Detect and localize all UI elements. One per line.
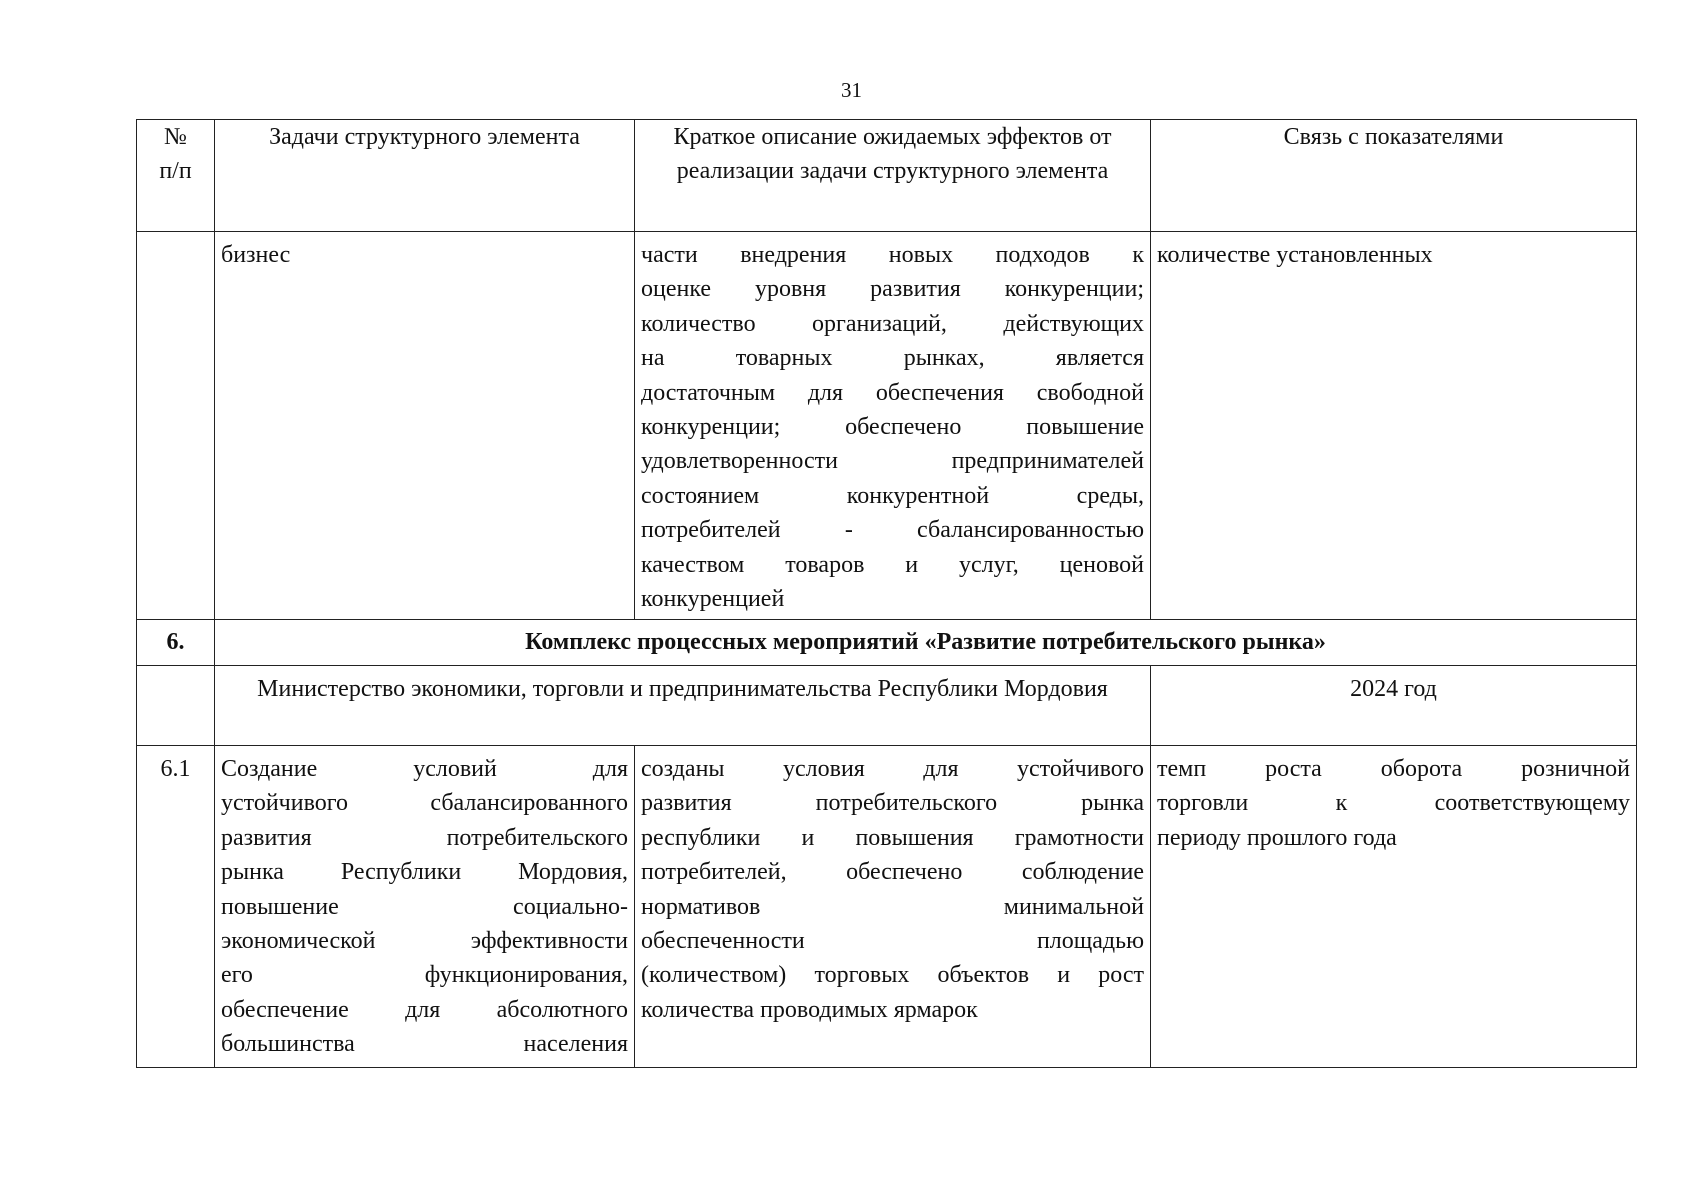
responsible-row bbox=[137, 666, 1637, 746]
cell-effects bbox=[635, 746, 1151, 1068]
text-line: конкуренции; обеспечено повышение bbox=[641, 414, 1144, 441]
cell-number bbox=[137, 232, 215, 620]
text-line: количества проводимых ярмарок bbox=[641, 996, 978, 1023]
header-tasks: Задачи структурного элемента bbox=[215, 120, 635, 232]
text-line: оценке уровня развития конкуренции; bbox=[641, 276, 1144, 303]
cell-task: бизнес bbox=[215, 232, 635, 620]
text-line: созданы условия для устойчивого bbox=[641, 756, 1144, 782]
text-line: состоянием конкурентной среды, bbox=[641, 482, 1144, 509]
text-line: рынка Республики Мордовия, bbox=[221, 859, 628, 886]
text-line: республики и повышения грамотности bbox=[641, 824, 1144, 851]
text-line: потребителей - сбалансированностью bbox=[641, 517, 1144, 544]
text-line: достаточным для обеспечения свободной bbox=[641, 379, 1144, 406]
cell-effects bbox=[635, 232, 1151, 620]
text-line: нормативов минимальной bbox=[641, 893, 1144, 920]
text-line: (количеством) торговых объектов и рост bbox=[641, 962, 1144, 989]
text-line: количество организаций, действующих bbox=[641, 310, 1144, 337]
table-header-row bbox=[137, 120, 1637, 232]
section-row bbox=[137, 620, 1637, 666]
text-line: потребителей, обеспечено соблюдение bbox=[641, 859, 1144, 886]
measures-table bbox=[136, 119, 1637, 1068]
header-number: № п/п bbox=[137, 120, 215, 232]
text-line: части внедрения новых подходов к bbox=[641, 242, 1144, 268]
text-line: развития потребительского рынка bbox=[641, 790, 1144, 817]
table-row-continued bbox=[137, 232, 1637, 620]
text-line: темп роста оборота розничной bbox=[1157, 756, 1630, 782]
text-line: на товарных рынках, является bbox=[641, 345, 1144, 372]
cell-number bbox=[137, 666, 215, 746]
page-number: 31 bbox=[841, 78, 862, 102]
text-line: удовлетворенности предпринимателей bbox=[641, 448, 1144, 475]
text-line: повышение социально- bbox=[221, 893, 628, 920]
text-line: обеспечение для абсолютного bbox=[221, 996, 628, 1023]
text-line: большинства населения bbox=[221, 1031, 628, 1058]
responsible-ministry: Министерство экономики, торговли и предпринимательства Республики Мордовия bbox=[215, 666, 1151, 746]
header-effects: Краткое описание ожидаемых эффектов от реализации задачи структурного элемента bbox=[635, 120, 1151, 232]
responsible-year: 2024 год bbox=[1151, 666, 1637, 746]
section-title: Комплекс процессных мероприятий «Развитие потребительского рынка» bbox=[215, 620, 1637, 666]
cell-indicator bbox=[1151, 746, 1637, 1068]
text-line: обеспеченности площадью bbox=[641, 928, 1144, 955]
text-line: устойчивого сбалансированного bbox=[221, 790, 628, 817]
cell-indicator: количестве установленных bbox=[1151, 232, 1637, 620]
text-line: экономической эффективности bbox=[221, 928, 628, 955]
text-line: развития потребительского bbox=[221, 824, 628, 851]
text-line: конкуренцией bbox=[641, 586, 785, 613]
cell-task bbox=[215, 746, 635, 1068]
table-row-6-1 bbox=[137, 746, 1637, 1068]
text-line: торговли к соответствующему bbox=[1157, 790, 1630, 817]
text-line: его функционирования, bbox=[221, 962, 628, 989]
text-line: периоду прошлого года bbox=[1157, 824, 1397, 851]
text-line: качеством товаров и услуг, ценовой bbox=[641, 551, 1144, 578]
section-number: 6. bbox=[137, 620, 215, 666]
header-indicators: Связь с показателями bbox=[1151, 120, 1637, 232]
text-line: Создание условий для bbox=[221, 756, 628, 782]
cell-number: 6.1 bbox=[137, 746, 215, 1068]
